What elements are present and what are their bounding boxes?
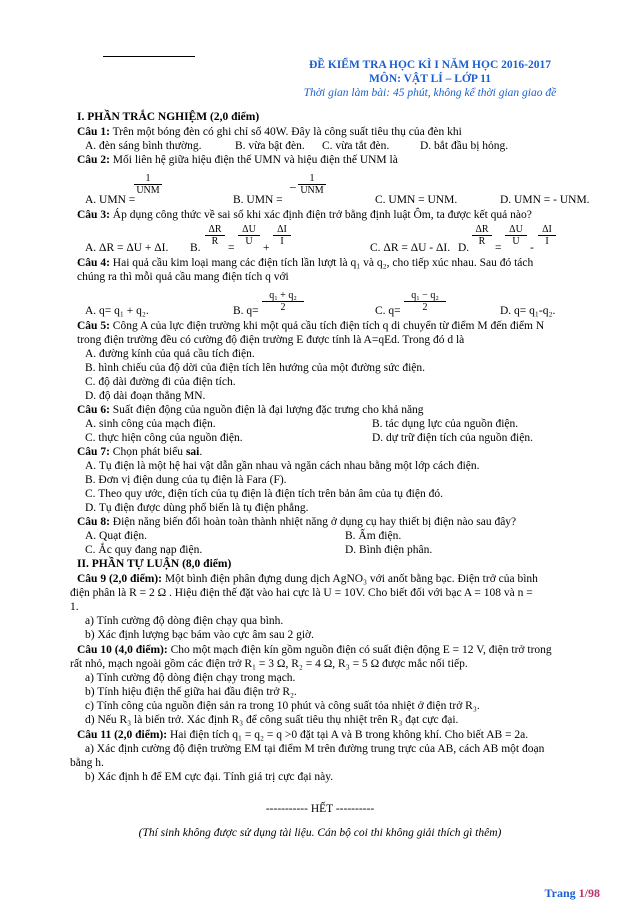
q3-d: D. <box>458 242 470 254</box>
q10-line2: rất nhỏ, mạch ngoài gồm các điện trở R₁ = 3 Ω, R₂ = 4 Ω, R₃ = 5 Ω được mắc nối tiếp. <box>70 658 468 670</box>
q3-c: C. ΔR = ΔU - ΔI. <box>370 242 451 254</box>
q7-d: D. Tụ điện được dùng phổ biến là tụ điện phẳng. <box>85 502 309 514</box>
q11: Câu 11 (2,0 điểm): Hai điện tích q₁ = q₂ = q >0 đặt tại A và B trong không khí. Cho biết AB = 2a. <box>77 729 529 741</box>
q5-line2: trong điện trường đều có cường độ điện trường E được tính là A=qEd. Trong đó d là <box>77 334 465 346</box>
q6-a: A. sinh công của mạch điện. <box>85 418 216 430</box>
q6-c: C. thực hiện công của nguồn điện. <box>85 432 243 444</box>
q4-b: B. q= <box>233 305 259 317</box>
q9-b: b) Xác định lượng bạc bám vào cực âm sau 2 giờ. <box>85 629 315 641</box>
q10-d: d) Nếu R₃ là biến trở. Xác định R₃ để công suất tiêu thụ nhiệt trên R₃ đạt cực đại. <box>85 714 459 726</box>
q7: Câu 7: Chọn phát biểu sai. <box>77 446 203 458</box>
q10-b: b) Tính hiệu điện thế giữa hai đầu điện trở R₂. <box>85 686 297 698</box>
page-number: Trang 1/98 <box>544 886 600 900</box>
q10-c: c) Tính công của nguồn điện sản ra trong 10 phút và công suất tỏa nhiệt ở điện trở R₃. <box>85 700 480 712</box>
q4-c: C. q= <box>375 305 401 317</box>
q3-b: B. <box>190 242 201 254</box>
q11-b: b) Xác định h để EM cực đại. Tính giá trị cực đại này. <box>85 771 334 783</box>
exam-title: ĐỀ KIỂM TRA HỌC KÌ I NĂM HỌC 2016-2017 <box>309 59 551 71</box>
q8-c: C. Ắc quy đang nạp điện. <box>85 544 203 556</box>
q11-a: a) Xác định cường độ điện trường EM tại điểm M trên đường trung trực của AB, cách AB một đoạn <box>85 743 545 755</box>
q10-a: a) Tính cường độ dòng điện chạy trong mạch. <box>85 672 296 684</box>
q7-c: C. Theo quy ước, điện tích của tụ điện là điện tích trên bản âm của tụ điện đó. <box>85 488 443 500</box>
q2-b: B. UMN = <box>233 194 283 206</box>
q2-minus: – <box>290 181 296 193</box>
q10: Câu 10 (4,0 điểm): Cho một mạch điện kín gồm nguồn điện có suất điện động E = 12 V, điện trở trong <box>77 644 552 656</box>
q4-c-frac: $\frac{\text{q₁ − q₂}}{2}$ <box>404 290 446 313</box>
q6-b: B. tác dụng lực của nguồn điện. <box>372 418 519 430</box>
q4-line2: chúng ra thì mỗi quả cầu mang điện tích q với <box>77 271 289 283</box>
q2-frac-a: 1 UNM <box>134 173 162 196</box>
q9-a: a) Tính cường độ dòng điện chạy qua bình. <box>85 615 284 627</box>
q4-a: A. q= q₁ + q₂. <box>85 305 149 317</box>
q6: Câu 6: Suất điện động của nguồn điện là đại lượng đặc trưng cho khả năng <box>77 404 424 416</box>
q6-d: D. dự trữ điện tích của nguồn điện. <box>372 432 533 444</box>
q1-b: B. vừa bật đèn. <box>235 140 305 152</box>
q9-line2: điện phân là R = 2 Ω . Hiệu điện thế đặt vào hai cực là U = 10V. Cho biết đối với bạc A = 108 và n = <box>70 587 533 599</box>
q8-b: B. Ấm điện. <box>345 530 402 542</box>
q4-d: D. q= q₁-q₂. <box>500 305 556 317</box>
q8-d: D. Bình điện phân. <box>345 544 433 556</box>
q5-c: C. độ dài đường đi của điện tích. <box>85 376 236 388</box>
q3-b-frac3: $\frac{\Delta I}{I}$ <box>273 224 291 247</box>
q3-a: A. ΔR = ΔU + ΔI. <box>85 242 169 254</box>
q1-d: D. bắt đầu bị hỏng. <box>420 140 509 152</box>
q2-a: A. UMN = <box>85 194 136 206</box>
q5-d: D. độ dài đoạn thẳng MN. <box>85 390 206 402</box>
q2: Câu 2: Mối liên hệ giữa hiệu điện thế UMN và hiệu điện thế UNM là <box>77 154 398 166</box>
q3-d-frac2: $\frac{\Delta U}{U}$ <box>505 224 527 247</box>
q2-d: D. UMN = - UNM. <box>500 194 590 206</box>
q7-b: B. Đơn vị điện dung của tụ điện là Fara (F). <box>85 474 287 486</box>
q3-d-frac1: $\frac{\Delta R}{R}$ <box>472 224 492 247</box>
q9-line3: 1. <box>70 601 79 613</box>
q8-a: A. Quạt điện. <box>85 530 147 542</box>
q5-b: B. hình chiếu của độ dời của điện tích lên hướng của một đường sức điện. <box>85 362 426 374</box>
q4-b-frac: $\frac{\text{q₁ + q₂}}{2}$ <box>262 290 304 313</box>
q1: Câu 1: Trên một bóng đèn có ghi chỉ số 40W. Đây là công suất tiêu thụ của đèn khi <box>77 126 462 138</box>
q11-a-line2: bằng h. <box>70 757 104 769</box>
top-rule <box>103 56 195 57</box>
q3: Câu 3: Áp dụng công thức về sai số khi xác định điện trở bằng định luật Ôm, ta được kết quả nào? <box>77 209 532 221</box>
q2-c: C. UMN = UNM. <box>375 194 458 206</box>
exam-subject: MÔN: VẬT LÍ – LỚP 11 <box>369 73 491 85</box>
end-marker: ----------- HẾT ---------- <box>265 803 375 815</box>
part1-heading: I. PHẦN TRẮC NGHIỆM (2,0 điểm) <box>77 111 260 123</box>
q4: Câu 4: Hai quả cầu kim loại mang các điện tích lần lượt là q₁ và q₂, cho tiếp xúc nhau. Sau đó tách <box>77 257 534 269</box>
q3-b-frac2: $\frac{\Delta U}{U}$ <box>238 224 260 247</box>
q3-d-frac3: $\frac{\Delta I}{I}$ <box>538 224 556 247</box>
q3-b-frac1: $\frac{\Delta R}{R}$ <box>205 224 225 247</box>
q8: Câu 8: Điện năng biến đổi hoàn toàn thành nhiệt năng ở dụng cụ hay thiết bị điện nào sau đây? <box>77 516 517 528</box>
q1-a: A. đèn sáng bình thường. <box>85 140 202 152</box>
q9: Câu 9 (2,0 điểm): Một bình điện phân đựng dung dịch AgNO₃ với anốt bằng bạc. Điện trở của bình <box>77 573 538 585</box>
exam-time: Thời gian làm bài: 45 phút, không kể thời gian giao đề <box>303 87 557 99</box>
part2-heading: II. PHẦN TỰ LUẬN (8,0 điểm) <box>77 558 232 570</box>
footer-note: (Thí sinh không được sử dụng tài liệu. Cán bộ coi thi không giải thích gì thêm) <box>138 827 502 839</box>
q5-a: A. đường kính của quả cầu tích điện. <box>85 348 255 360</box>
q2-frac-b: 1 UNM <box>298 173 326 196</box>
q5: Câu 5: Công A của lực điện trường khi một quả cầu tích điện tích q di chuyển từ điểm M đến điểm N <box>77 320 545 332</box>
q7-a: A. Tụ điện là một hệ hai vật dẫn gần nhau và ngăn cách nhau bằng một lớp cách điện. <box>85 460 480 472</box>
q1-c: C. vừa tắt đèn. <box>322 140 390 152</box>
